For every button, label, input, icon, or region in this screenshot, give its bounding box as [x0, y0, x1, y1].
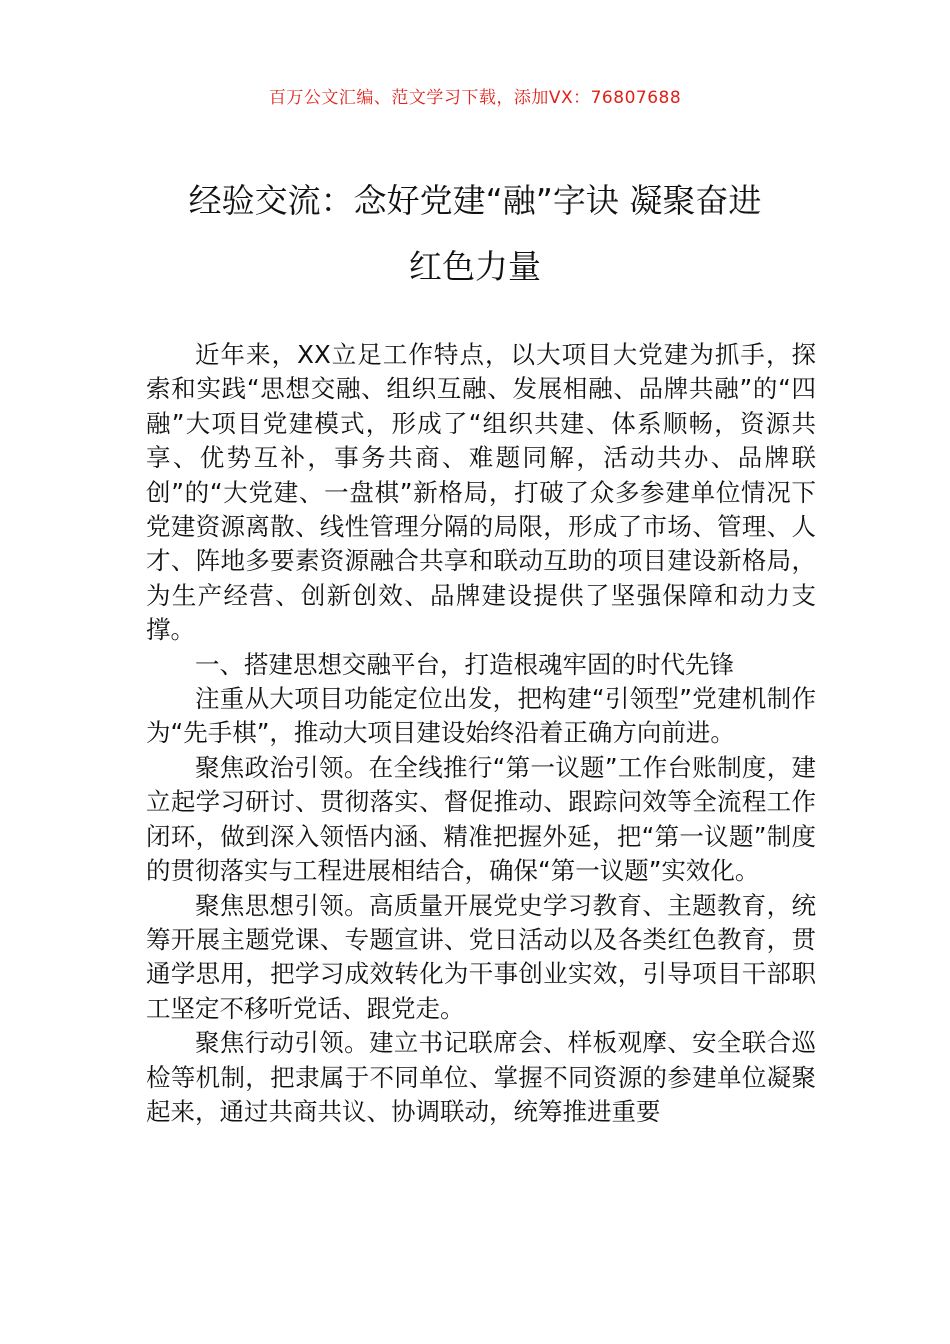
document-title	[120, 168, 830, 300]
watermark-banner: 百万公文汇编、范文学习下载，添加VX：76807688	[268, 88, 682, 108]
section-1-intro-paragraph: 注重从大项目功能定位出发，把构建“引领型”党建机制作为“先手棋”，推动大项目建设始终沿着正确方向前进。	[146, 684, 816, 748]
political-guidance-paragraph: 聚焦政治引领。在全线推行“第一议题”工作台账制度，建立起学习研讨、贯彻落实、督促推动、跟踪问效等全流程工作闭环，做到深入领悟内涵、精准把握外延，把“第一议题”制度的贯彻落实与工程进展相结合，确保“第一议题”实效化。	[146, 752, 816, 886]
document-body	[146, 338, 816, 1129]
title-line-1: 经验交流：念好党建“融”字诀 凝聚奋进	[188, 181, 762, 220]
ideological-guidance-paragraph: 聚焦思想引领。高质量开展党史学习教育、主题教育，统筹开展主题党课、专题宣讲、党日活动以及各类红色教育，贯通学思用，把学习成效转化为干事创业实效，引导项目干部职工坚定不移听党话、跟党走。	[146, 890, 816, 1023]
section-heading-1: 一、搭建思想交融平台，打造根魂牢固的时代先锋	[195, 649, 734, 679]
intro-paragraph: 近年来，XX立足工作特点，以大项目大党建为抓手，探索和实践“思想交融、组织互融、发展相融、品牌共融”的“四融”大项目党建模式，形成了“组织共建、体系顺畅，资源共享、优势互补，事务共商、难题同解，活动共办、品牌联创”的“大党建、一盘棋”新格局，打破了众多参建单位情况下党建资源离散、线性管理分隔的局限，形成了市场、管理、人才、阵地多要素资源融合共享和联动互助的项目建设新格局，为生产经营、创新创效、品牌建设提供了坚强保障和动力支撑。	[146, 340, 816, 645]
action-guidance-paragraph: 聚焦行动引领。建立书记联席会、样板观摩、安全联合巡检等机制，把隶属于不同单位、掌握不同资源的参建单位凝聚起来，通过共商共议、协调联动，统筹推进重要	[146, 1028, 816, 1126]
title-line-2: 红色力量	[409, 247, 541, 286]
